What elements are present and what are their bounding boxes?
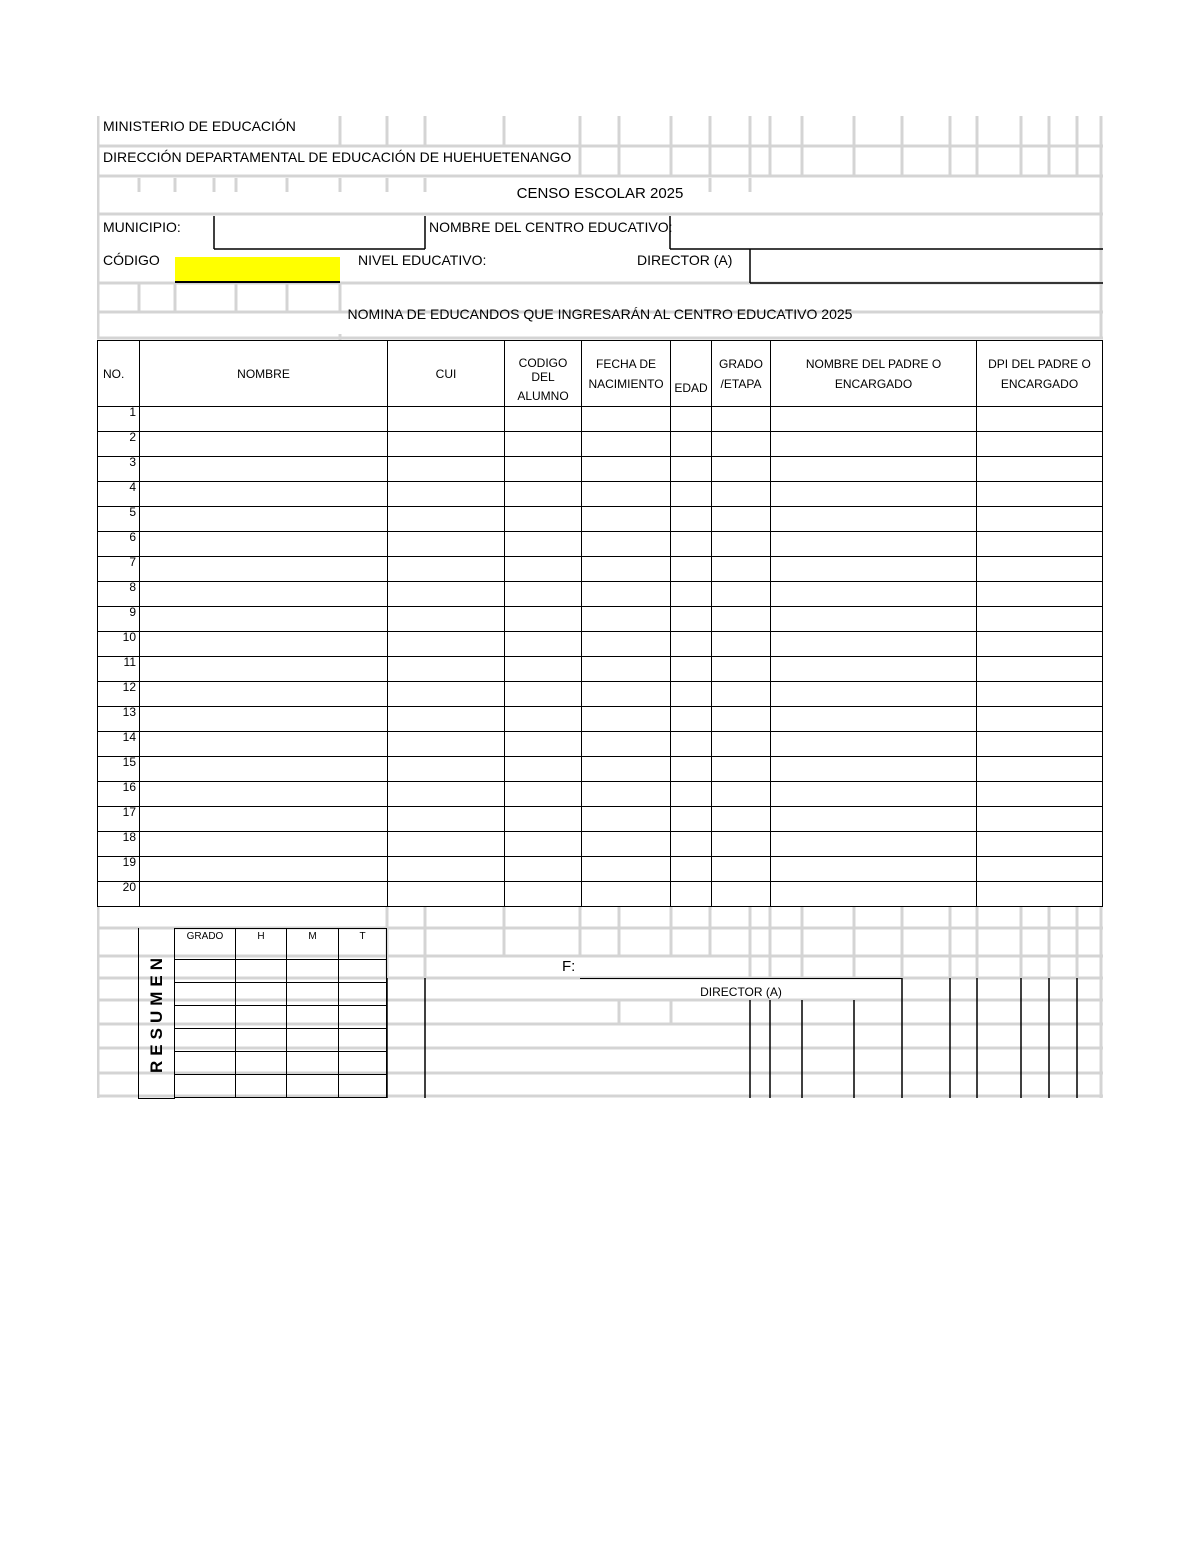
table-cell[interactable]	[771, 632, 977, 657]
table-cell[interactable]	[140, 732, 388, 757]
census-title: CENSO ESCOLAR 2025	[516, 185, 684, 202]
table-cell[interactable]	[140, 832, 388, 857]
table-cell[interactable]	[771, 807, 977, 832]
table-cell[interactable]	[771, 782, 977, 807]
table-row	[98, 507, 1103, 532]
centro-educativo-label: NOMBRE DEL CENTRO EDUCATIVO:	[429, 219, 673, 235]
table-cell[interactable]	[140, 707, 388, 732]
row-number: 1	[98, 407, 140, 432]
table-cell[interactable]	[977, 707, 1103, 732]
row-number: 15	[98, 757, 140, 782]
table-row	[98, 457, 1103, 482]
table-cell[interactable]	[582, 782, 671, 807]
table-cell[interactable]	[505, 532, 582, 557]
table-row	[98, 557, 1103, 582]
table-cell[interactable]	[977, 507, 1103, 532]
summary-header-row	[175, 929, 387, 960]
roster-title: NOMINA DE EDUCANDOS QUE INGRESARÁN AL CENTRO EDUCATIVO 2025	[347, 306, 853, 322]
table-cell[interactable]	[140, 482, 388, 507]
table-row	[98, 632, 1103, 657]
table-cell[interactable]	[388, 557, 505, 582]
table-cell[interactable]	[671, 757, 712, 782]
table-cell[interactable]	[388, 532, 505, 557]
table-cell[interactable]	[771, 532, 977, 557]
row-number: 7	[98, 557, 140, 582]
column-header: CUI	[388, 341, 505, 407]
table-cell[interactable]	[977, 557, 1103, 582]
ministry-title: MINISTERIO DE EDUCACIÓN	[103, 118, 296, 134]
summary-header-grado: GRADO	[175, 929, 236, 960]
table-cell[interactable]	[671, 732, 712, 757]
column-header: GRADO /ETAPA	[712, 341, 771, 407]
table-cell[interactable]	[505, 682, 582, 707]
column-header: DPI DEL PADRE O ENCARGADO	[977, 341, 1103, 407]
table-cell[interactable]	[771, 607, 977, 632]
table-cell[interactable]	[505, 882, 582, 907]
table-row	[98, 832, 1103, 857]
table-cell[interactable]	[505, 732, 582, 757]
table-cell[interactable]	[771, 582, 977, 607]
table-cell[interactable]	[140, 507, 388, 532]
table-cell[interactable]	[771, 682, 977, 707]
table-cell[interactable]	[977, 457, 1103, 482]
codigo-input-cell[interactable]	[175, 257, 340, 283]
table-cell[interactable]	[388, 882, 505, 907]
table-cell[interactable]	[771, 832, 977, 857]
table-cell[interactable]	[582, 732, 671, 757]
table-cell[interactable]	[712, 482, 771, 507]
table-cell[interactable]	[505, 607, 582, 632]
table-cell[interactable]	[771, 757, 977, 782]
summary-cell[interactable]	[339, 1029, 387, 1052]
table-cell[interactable]	[505, 757, 582, 782]
table-row	[98, 807, 1103, 832]
summary-cell[interactable]	[339, 1052, 387, 1075]
table-cell[interactable]	[771, 407, 977, 432]
table-cell[interactable]	[712, 557, 771, 582]
table-cell[interactable]	[582, 857, 671, 882]
table-cell[interactable]	[671, 407, 712, 432]
table-cell[interactable]	[582, 707, 671, 732]
summary-table	[174, 928, 387, 1098]
table-cell[interactable]	[140, 532, 388, 557]
row-number: 12	[98, 682, 140, 707]
table-cell[interactable]	[140, 557, 388, 582]
summary-cell[interactable]	[236, 1006, 287, 1029]
table-cell[interactable]	[977, 407, 1103, 432]
table-cell[interactable]	[388, 657, 505, 682]
table-cell[interactable]	[582, 657, 671, 682]
table-cell[interactable]	[582, 457, 671, 482]
table-cell[interactable]	[505, 807, 582, 832]
summary-cell[interactable]	[287, 960, 339, 983]
table-row	[98, 882, 1103, 907]
row-number: 13	[98, 707, 140, 732]
table-cell[interactable]	[505, 507, 582, 532]
summary-cell[interactable]	[339, 1075, 387, 1098]
summary-cell[interactable]	[236, 1075, 287, 1098]
summary-cell[interactable]	[287, 1075, 339, 1098]
table-row	[98, 682, 1103, 707]
table-cell[interactable]	[771, 432, 977, 457]
table-row	[98, 482, 1103, 507]
table-cell[interactable]	[671, 807, 712, 832]
row-number: 8	[98, 582, 140, 607]
table-cell[interactable]	[977, 807, 1103, 832]
table-cell[interactable]	[771, 457, 977, 482]
summary-row	[175, 1029, 387, 1052]
table-cell[interactable]	[140, 632, 388, 657]
table-cell[interactable]	[712, 707, 771, 732]
table-row	[98, 782, 1103, 807]
table-cell[interactable]	[505, 432, 582, 457]
table-cell[interactable]	[388, 857, 505, 882]
table-cell[interactable]	[671, 607, 712, 632]
summary-cell[interactable]	[287, 983, 339, 1006]
table-cell[interactable]	[712, 882, 771, 907]
table-cell[interactable]	[388, 832, 505, 857]
table-cell[interactable]	[977, 682, 1103, 707]
table-cell[interactable]	[977, 482, 1103, 507]
table-cell[interactable]	[977, 582, 1103, 607]
table-cell[interactable]	[671, 507, 712, 532]
table-cell[interactable]	[977, 832, 1103, 857]
table-cell[interactable]	[388, 732, 505, 757]
table-cell[interactable]	[712, 432, 771, 457]
summary-cell[interactable]	[175, 1075, 236, 1098]
codigo-label: CÓDIGO	[103, 252, 160, 268]
table-cell[interactable]	[671, 657, 712, 682]
roster-body	[98, 407, 1103, 907]
table-cell[interactable]	[388, 807, 505, 832]
table-cell[interactable]	[505, 632, 582, 657]
table-cell[interactable]	[977, 757, 1103, 782]
summary-row	[175, 983, 387, 1006]
direction-title: DIRECCIÓN DEPARTAMENTAL DE EDUCACIÓN DE HUEHUETENANGO	[103, 149, 572, 165]
table-row	[98, 757, 1103, 782]
row-number: 17	[98, 807, 140, 832]
nivel-educativo-label: NIVEL EDUCATIVO:	[358, 252, 487, 268]
table-row	[98, 532, 1103, 557]
row-number: 16	[98, 782, 140, 807]
summary-cell[interactable]	[175, 1006, 236, 1029]
table-cell[interactable]	[388, 482, 505, 507]
table-cell[interactable]	[671, 632, 712, 657]
summary-cell[interactable]	[339, 960, 387, 983]
table-cell[interactable]	[582, 682, 671, 707]
table-cell[interactable]	[388, 757, 505, 782]
census-form	[97, 116, 1103, 1098]
table-cell[interactable]	[671, 457, 712, 482]
table-cell[interactable]	[140, 882, 388, 907]
row-number: 18	[98, 832, 140, 857]
table-cell[interactable]	[712, 732, 771, 757]
column-header: FECHA DE NACIMIENTO	[582, 341, 671, 407]
summary-cell[interactable]	[339, 983, 387, 1006]
summary-cell[interactable]	[175, 960, 236, 983]
signature-director-label: DIRECTOR (A)	[700, 985, 782, 999]
table-cell[interactable]	[771, 657, 977, 682]
column-header: EDAD	[671, 341, 712, 407]
table-cell[interactable]	[712, 457, 771, 482]
table-cell[interactable]	[505, 482, 582, 507]
table-cell[interactable]	[671, 682, 712, 707]
student-roster-table	[97, 340, 1103, 907]
row-number: 2	[98, 432, 140, 457]
table-cell[interactable]	[582, 407, 671, 432]
table-cell[interactable]	[712, 807, 771, 832]
signature-line[interactable]	[580, 978, 902, 979]
table-cell[interactable]	[712, 607, 771, 632]
table-cell[interactable]	[505, 407, 582, 432]
row-number: 3	[98, 457, 140, 482]
column-header: NO.	[98, 341, 140, 407]
row-number: 9	[98, 607, 140, 632]
table-cell[interactable]	[505, 557, 582, 582]
table-cell[interactable]	[505, 457, 582, 482]
table-cell[interactable]	[140, 407, 388, 432]
row-number: 10	[98, 632, 140, 657]
table-row	[98, 857, 1103, 882]
table-cell[interactable]	[712, 507, 771, 532]
table-row	[98, 707, 1103, 732]
table-cell[interactable]	[505, 582, 582, 607]
table-cell[interactable]	[388, 457, 505, 482]
table-cell[interactable]	[712, 632, 771, 657]
table-cell[interactable]	[388, 707, 505, 732]
table-cell[interactable]	[712, 532, 771, 557]
table-cell[interactable]	[140, 432, 388, 457]
table-cell[interactable]	[388, 782, 505, 807]
table-cell[interactable]	[712, 832, 771, 857]
table-cell[interactable]	[671, 532, 712, 557]
table-cell[interactable]	[977, 882, 1103, 907]
row-number: 4	[98, 482, 140, 507]
table-row	[98, 607, 1103, 632]
summary-row	[175, 1052, 387, 1075]
table-cell[interactable]	[582, 882, 671, 907]
table-cell[interactable]	[712, 657, 771, 682]
table-cell[interactable]	[505, 832, 582, 857]
table-cell[interactable]	[712, 407, 771, 432]
table-cell[interactable]	[388, 432, 505, 457]
table-cell[interactable]	[140, 657, 388, 682]
table-cell[interactable]	[388, 632, 505, 657]
table-cell[interactable]	[388, 607, 505, 632]
table-cell[interactable]	[712, 857, 771, 882]
summary-row	[175, 960, 387, 983]
summary-cell[interactable]	[236, 1029, 287, 1052]
table-cell[interactable]	[582, 832, 671, 857]
table-cell[interactable]	[977, 607, 1103, 632]
summary-cell[interactable]	[287, 1006, 339, 1029]
summary-cell[interactable]	[339, 1006, 387, 1029]
table-cell[interactable]	[771, 707, 977, 732]
table-cell[interactable]	[140, 682, 388, 707]
table-cell[interactable]	[771, 482, 977, 507]
row-number: 20	[98, 882, 140, 907]
table-cell[interactable]	[771, 857, 977, 882]
table-cell[interactable]	[505, 857, 582, 882]
table-cell[interactable]	[388, 407, 505, 432]
table-row	[98, 582, 1103, 607]
table-cell[interactable]	[671, 782, 712, 807]
table-cell[interactable]	[977, 657, 1103, 682]
summary-cell[interactable]	[287, 1029, 339, 1052]
table-cell[interactable]	[505, 657, 582, 682]
column-header: NOMBRE DEL PADRE O ENCARGADO	[771, 341, 977, 407]
table-cell[interactable]	[140, 757, 388, 782]
table-cell[interactable]	[582, 757, 671, 782]
roster-header-row	[98, 341, 1103, 407]
table-cell[interactable]	[671, 707, 712, 732]
firma-label: F:	[562, 958, 576, 975]
table-cell[interactable]	[505, 782, 582, 807]
table-cell[interactable]	[712, 782, 771, 807]
table-cell[interactable]	[671, 882, 712, 907]
summary-cell[interactable]	[175, 983, 236, 1006]
row-number: 6	[98, 532, 140, 557]
table-cell[interactable]	[505, 707, 582, 732]
column-header: NOMBRE	[140, 341, 388, 407]
resumen-label: RESUMEN	[138, 928, 175, 1099]
table-cell[interactable]	[140, 857, 388, 882]
summary-body	[175, 960, 387, 1098]
table-cell[interactable]	[140, 582, 388, 607]
summary-cell[interactable]	[236, 983, 287, 1006]
summary-cell[interactable]	[175, 1052, 236, 1075]
table-cell[interactable]	[582, 482, 671, 507]
table-cell[interactable]	[771, 507, 977, 532]
table-cell[interactable]	[388, 582, 505, 607]
summary-row	[175, 1006, 387, 1029]
table-cell[interactable]	[582, 507, 671, 532]
table-cell[interactable]	[712, 682, 771, 707]
table-cell[interactable]	[582, 632, 671, 657]
table-cell[interactable]	[771, 557, 977, 582]
table-row	[98, 407, 1103, 432]
row-number: 5	[98, 507, 140, 532]
column-header: CODIGO DEL ALUMNO	[505, 341, 582, 407]
table-cell[interactable]	[582, 807, 671, 832]
table-cell[interactable]	[671, 482, 712, 507]
table-cell[interactable]	[140, 457, 388, 482]
table-cell[interactable]	[712, 582, 771, 607]
row-number: 11	[98, 657, 140, 682]
table-cell[interactable]	[582, 582, 671, 607]
table-cell[interactable]	[140, 607, 388, 632]
summary-header-t: T	[339, 929, 387, 960]
table-cell[interactable]	[388, 682, 505, 707]
table-cell[interactable]	[977, 532, 1103, 557]
table-row	[98, 432, 1103, 457]
summary-cell[interactable]	[287, 1052, 339, 1075]
table-cell[interactable]	[771, 882, 977, 907]
table-cell[interactable]	[388, 507, 505, 532]
summary-header-h: H	[236, 929, 287, 960]
summary-cell[interactable]	[236, 1052, 287, 1075]
table-cell[interactable]	[582, 532, 671, 557]
table-cell[interactable]	[140, 807, 388, 832]
director-label: DIRECTOR (A)	[637, 252, 733, 268]
table-cell[interactable]	[977, 782, 1103, 807]
table-cell[interactable]	[671, 832, 712, 857]
table-cell[interactable]	[977, 432, 1103, 457]
table-row	[98, 732, 1103, 757]
table-cell[interactable]	[582, 557, 671, 582]
table-cell[interactable]	[140, 782, 388, 807]
row-number: 19	[98, 857, 140, 882]
table-cell[interactable]	[977, 857, 1103, 882]
table-cell[interactable]	[712, 757, 771, 782]
table-cell[interactable]	[671, 857, 712, 882]
table-cell[interactable]	[671, 582, 712, 607]
summary-cell[interactable]	[236, 960, 287, 983]
table-cell[interactable]	[977, 732, 1103, 757]
table-cell[interactable]	[582, 607, 671, 632]
summary-cell[interactable]	[175, 1029, 236, 1052]
row-number: 14	[98, 732, 140, 757]
table-cell[interactable]	[671, 432, 712, 457]
table-cell[interactable]	[977, 632, 1103, 657]
table-row	[98, 657, 1103, 682]
summary-header-m: M	[287, 929, 339, 960]
table-cell[interactable]	[582, 432, 671, 457]
municipio-label: MUNICIPIO:	[103, 219, 181, 235]
table-cell[interactable]	[771, 732, 977, 757]
summary-row	[175, 1075, 387, 1098]
table-cell[interactable]	[671, 557, 712, 582]
